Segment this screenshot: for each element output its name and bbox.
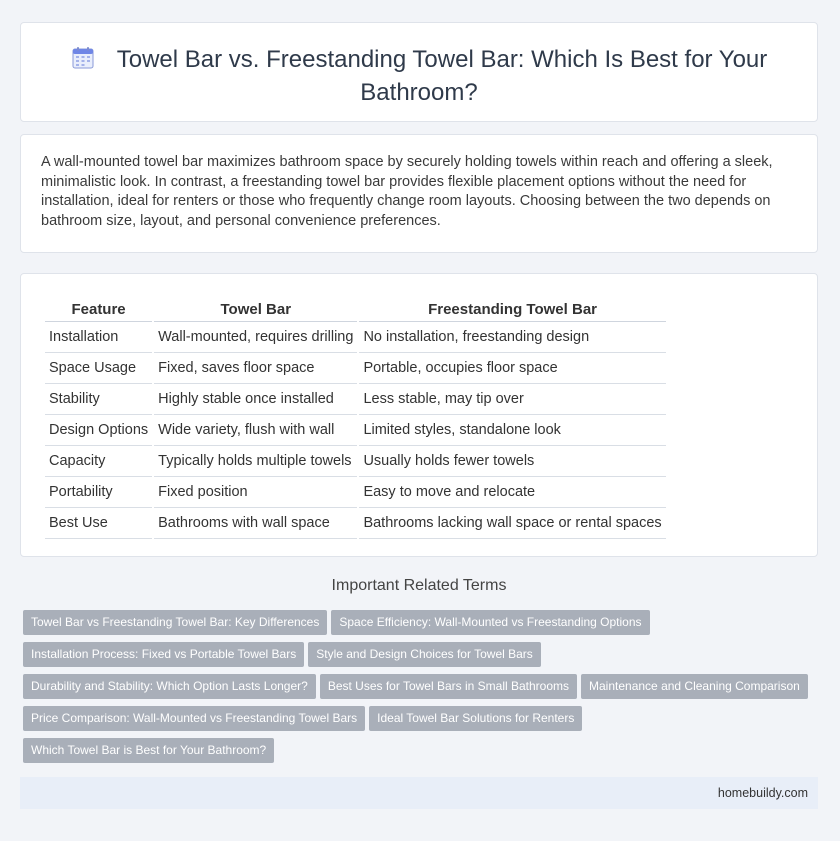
table-cell: Limited styles, standalone look xyxy=(359,415,665,446)
related-term-tag[interactable]: Which Towel Bar is Best for Your Bathroom? xyxy=(23,738,274,763)
table-row xyxy=(45,353,666,384)
related-term-tag[interactable]: Maintenance and Cleaning Comparison xyxy=(581,674,808,699)
related-term-tag[interactable]: Installation Process: Fixed vs Portable Towel Bars xyxy=(23,642,304,667)
table-cell: Fixed, saves floor space xyxy=(154,353,357,384)
table-row xyxy=(45,322,666,353)
page-title-wrap xyxy=(61,45,777,108)
table-cell: Space Usage xyxy=(45,353,152,384)
related-term-tag[interactable]: Towel Bar vs Freestanding Towel Bar: Key Differences xyxy=(23,610,327,635)
intro-card xyxy=(20,134,818,253)
table-cell: Capacity xyxy=(45,446,152,477)
table-cell: Less stable, may tip over xyxy=(359,384,665,415)
table-cell: Fixed position xyxy=(154,477,357,508)
related-terms-heading: Important Related Terms xyxy=(331,577,507,594)
related-term-tag[interactable]: Best Uses for Towel Bars in Small Bathrooms xyxy=(320,674,577,699)
title-card xyxy=(20,22,818,122)
table-cell: Portable, occupies floor space xyxy=(359,353,665,384)
table-cell: Stability xyxy=(45,384,152,415)
related-term-tag[interactable]: Durability and Stability: Which Option Lasts Longer? xyxy=(23,674,316,699)
table-row xyxy=(45,446,666,477)
table-cell: Highly stable once installed xyxy=(154,384,357,415)
comparison-table xyxy=(43,294,668,539)
footer-site-link[interactable]: homebuildy.com xyxy=(717,786,808,800)
footer xyxy=(20,777,818,809)
related-terms-list xyxy=(23,610,818,770)
table-cell: Bathrooms with wall space xyxy=(154,508,357,539)
table-cell: Best Use xyxy=(45,508,152,539)
table-header-row xyxy=(45,294,666,322)
page-title: Towel Bar vs. Freestanding Towel Bar: Which Is Best for Your Bathroom? xyxy=(116,46,768,106)
table-cell: Portability xyxy=(45,477,152,508)
table-row xyxy=(45,384,666,415)
table-cell: Easy to move and relocate xyxy=(359,477,665,508)
table-cell: No installation, freestanding design xyxy=(359,322,665,353)
table-cell: Wide variety, flush with wall xyxy=(154,415,357,446)
header-freestanding: Freestanding Towel Bar xyxy=(359,294,665,322)
table-row xyxy=(45,477,666,508)
table-row xyxy=(45,415,666,446)
table-row xyxy=(45,508,666,539)
intro-paragraph: A wall-mounted towel bar maximizes bathroom space by securely holding towels within reach and offering a sleek, minimalistic look. In contrast, a freestanding towel bar provides flexible placement options without the need for installation, ideal for renters or those who frequently change room layouts. Choosing between the two depends on bathroom size, layout, and personal convenience preferences. xyxy=(41,154,773,229)
related-term-tag[interactable]: Style and Design Choices for Towel Bars xyxy=(308,642,541,667)
related-term-tag[interactable]: Ideal Towel Bar Solutions for Renters xyxy=(369,706,582,731)
header-towel-bar: Towel Bar xyxy=(154,294,357,322)
related-term-tag[interactable]: Price Comparison: Wall-Mounted vs Freestanding Towel Bars xyxy=(23,706,365,731)
header-feature: Feature xyxy=(45,294,152,322)
calendar-icon xyxy=(71,46,95,78)
table-cell: Wall-mounted, requires drilling xyxy=(154,322,357,353)
table-cell: Bathrooms lacking wall space or rental spaces xyxy=(359,508,665,539)
related-term-tag[interactable]: Space Efficiency: Wall-Mounted vs Freestanding Options xyxy=(331,610,649,635)
table-cell: Installation xyxy=(45,322,152,353)
table-cell: Typically holds multiple towels xyxy=(154,446,357,477)
comparison-card xyxy=(20,273,818,557)
table-cell: Design Options xyxy=(45,415,152,446)
table-cell: Usually holds fewer towels xyxy=(359,446,665,477)
